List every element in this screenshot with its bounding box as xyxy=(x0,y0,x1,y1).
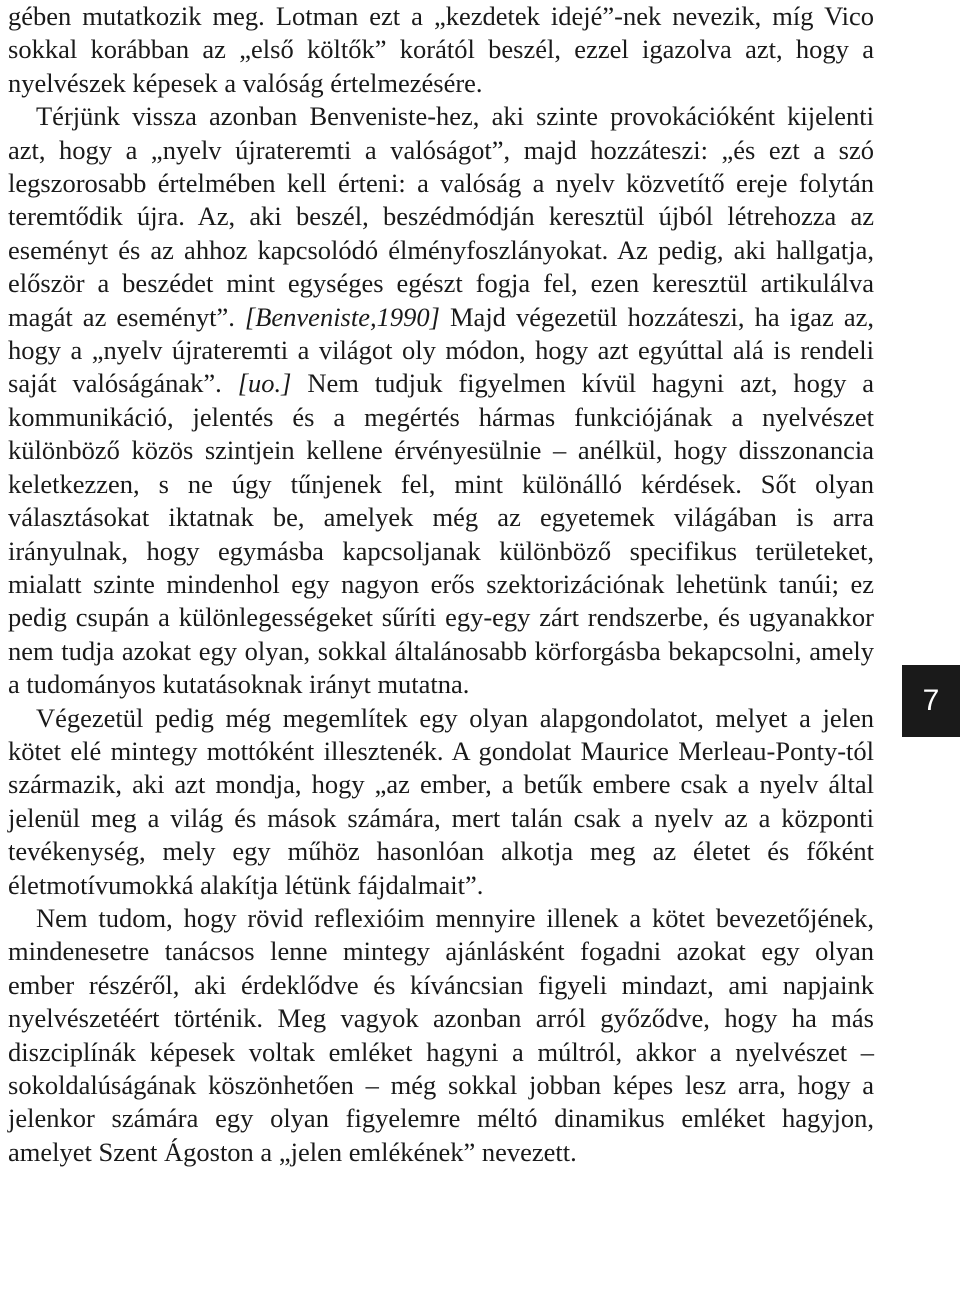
paragraph-benveniste xyxy=(8,100,874,701)
paragraph-merleau-ponty xyxy=(8,702,874,902)
text-segment: Majd végezetül hozzáteszi, ha igaz az, hogy a „nyelv újrateremti a világot oly módon, hogy azt egyúttal alá is rendeli saját valóságának”. xyxy=(8,301,875,399)
text-segment: Végezetül pedig még megemlítek egy olyan alapgondolatot, melyet a jelen kötet elé mintegy mottóként illesztenék. A gondolat Maurice Merleau-Ponty-tól származik, aki azt mondja, hogy „az ember, a betűk embere csak a nyelv által jelenül meg a világ és mások számára, mert talán csak a nyelv az a központi tevékenység, mely egy műhöz hasonlóan alkotja meg az életet és főként életmotívumokká alakítja létünk fájdalmait”. xyxy=(8,702,874,900)
text-segment: Nem tudjuk figyelmen kívül hagyni azt, hogy a kommunikáció, jelentés és a megértés hármas funkciójának a nyelvészet különböző közös szintjein kellene érvényesülnie – anélkül, hogy disszonancia keletkezzen, s ne úgy tűnjenek fel, mint különálló kérdések. Sőt olyan választásokat iktatnak be, amelyek még az egyetemek világában is arra irányulnak, hogy egymásba kapcsoljanak különböző specifikus területeket, mialatt szinte mindenhol egy nagyon erős szektorizációnak lehetünk tanúi; ez pedig csupán a különlegességeket sűríti egy-egy zárt rendszerbe, és ugyanakkor nem tudja azokat egy olyan, sokkal általánosabb körforgásba bekapcsolni, amely a tudományos kutatásoknak irányt mutatna. xyxy=(8,368,875,700)
citation-uo: [uo.] xyxy=(237,368,292,399)
page-number: 7 xyxy=(922,684,940,717)
body-text xyxy=(8,0,874,1169)
paragraph-closing xyxy=(8,902,874,1169)
page-number-tab xyxy=(902,665,960,737)
text-segment: Nem tudom, hogy rövid reflexióim mennyire illenek a kötet bevezetőjének, mindenesetre tanácsos lenne mintegy ajánlásként fogadni azokat egy olyan ember részéről, aki érdeklődve és kíváncsian figyeli mindazt, ami napjaink nyelvészetéért történik. Meg vagyok azonban arról győződve, hogy ha más diszciplínák képesek voltak emléket hagyni a múltról, akkor a nyelvészet – sokoldalúságának köszönhetően – még sokkal jobban képes lesz arra, hogy a jelenkor számára egy olyan figyelemre méltó dinamikus emléket hagyjon, amelyet Szent Ágoston a „jelen emlékének” nevezett. xyxy=(8,902,874,1167)
paragraph-continuation xyxy=(8,0,874,100)
text-segment: Térjünk vissza azonban Benveniste-hez, aki szinte provokációként kijelenti azt, hogy a „nyelv újrateremti a valóságot”, majd hozzáteszi: „és ezt a szó legszorosabb értelmében kell érteni: a valóság a nyelv közvetítő ereje folytán teremtődik újra. Az, aki beszél, beszédmódján keresztül újból létrehozza az eseményt és az ahhoz kapcsolódó élményfoszlányokat. Az pedig, aki hallgatja, először a beszédet mint egységes egészt fogja fel, ezen keresztül artikulálva magát az eseményt”. xyxy=(8,101,874,332)
citation-benveniste: [Benveniste,1990] xyxy=(244,301,440,332)
text-segment: gében mutatkozik meg. Lotman ezt a „kezdetek idejé”-nek nevezik, míg Vico sokkal korábban az „első költők” korától beszél, ezzel igazolva azt, hogy a nyelvészek képesek a valóság értelmezésére. xyxy=(8,1,874,98)
